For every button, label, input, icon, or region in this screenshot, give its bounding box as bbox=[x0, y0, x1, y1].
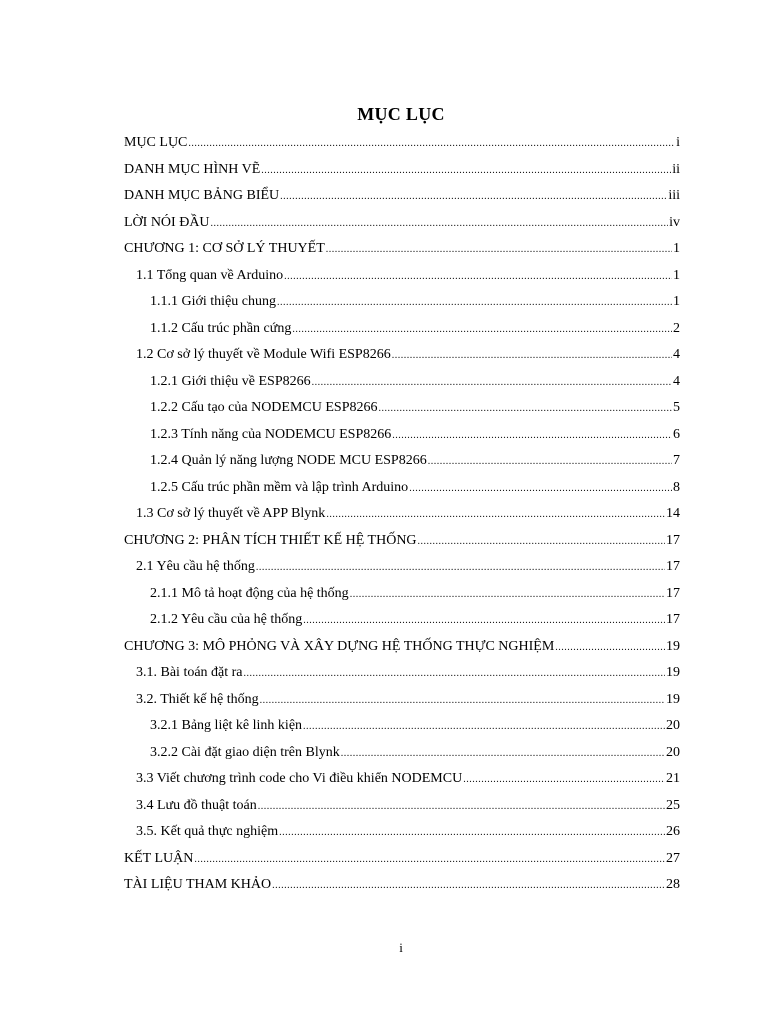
toc-entry[interactable] bbox=[124, 422, 680, 449]
toc-dot-leader bbox=[303, 714, 665, 741]
toc-entry[interactable] bbox=[124, 528, 680, 555]
toc-entry[interactable] bbox=[124, 846, 680, 873]
toc-entry-page: 17 bbox=[666, 559, 680, 574]
page-title: MỤC LỤC bbox=[357, 104, 445, 124]
toc-entry-title: 3.2.1 Bảng liệt kê linh kiện bbox=[150, 718, 303, 733]
toc-entry-page: ii bbox=[672, 161, 680, 177]
page-number: i bbox=[399, 940, 403, 955]
toc-dot-leader bbox=[428, 449, 672, 476]
toc-entry-title: 1.2.3 Tính năng của NODEMCU ESP8266 bbox=[150, 426, 392, 442]
toc-entry-title: LỜI NÓI ĐẦU bbox=[124, 214, 210, 230]
toc-entry-page: i bbox=[676, 135, 680, 150]
toc-entry[interactable] bbox=[124, 316, 680, 343]
toc-entry[interactable] bbox=[124, 289, 680, 316]
toc-entry[interactable] bbox=[124, 342, 680, 369]
toc-entry-title: 1.2.5 Cấu trúc phần mềm và lập trình Arduino bbox=[150, 479, 409, 495]
toc-entry-page: 19 bbox=[666, 691, 680, 707]
toc-entry-title: 3.2. Thiết kế hệ thống bbox=[136, 691, 259, 707]
toc-entry-title: CHƯƠNG 3: MÔ PHỎNG VÀ XÂY DỰNG HỆ THỐNG THỰC NGHIỆM bbox=[124, 638, 555, 654]
toc-entry-page: 20 bbox=[666, 718, 680, 733]
toc-entry-page: 26 bbox=[666, 824, 680, 839]
toc-entry[interactable] bbox=[124, 475, 680, 502]
toc-entry[interactable] bbox=[124, 660, 680, 687]
toc-entry-title: 1.2.4 Quản lý năng lượng NODE MCU ESP8266 bbox=[150, 453, 427, 468]
toc-entry[interactable] bbox=[124, 210, 680, 237]
toc-entry-page: 25 bbox=[666, 797, 680, 813]
toc-entry-page: 20 bbox=[666, 744, 680, 760]
toc-entry-title: 2.1.2 Yêu cầu của hệ thống bbox=[150, 612, 303, 627]
toc-entry-page: 19 bbox=[666, 638, 680, 654]
toc-dot-leader bbox=[341, 741, 665, 768]
toc-entry-title: 2.1 Yêu cầu hệ thống bbox=[136, 559, 255, 574]
toc-dot-leader bbox=[272, 873, 665, 900]
toc-entry-title: MỤC LỤC bbox=[124, 135, 188, 150]
toc-dot-leader bbox=[303, 608, 665, 635]
toc-entry-title: 1.2.2 Cấu tạo của NODEMCU ESP8266 bbox=[150, 400, 378, 415]
toc-entry[interactable] bbox=[124, 607, 680, 634]
toc-entry-page: 28 bbox=[666, 877, 680, 892]
toc-entry[interactable] bbox=[124, 687, 680, 714]
toc-dot-leader bbox=[277, 290, 672, 317]
toc-dot-leader bbox=[379, 396, 673, 423]
toc-dot-leader bbox=[292, 317, 672, 344]
toc-entry[interactable] bbox=[124, 634, 680, 661]
toc-entry-title: DANH MỤC BẢNG BIỂU bbox=[124, 188, 280, 203]
toc-entry-page: 8 bbox=[673, 479, 680, 495]
toc-dot-leader bbox=[258, 794, 665, 821]
toc-entry[interactable] bbox=[124, 766, 680, 793]
toc-entry[interactable] bbox=[124, 819, 680, 846]
toc-entry-title: TÀI LIỆU THAM KHẢO bbox=[124, 877, 272, 892]
toc-entry-title: DANH MỤC HÌNH VẼ bbox=[124, 161, 261, 177]
toc-entry[interactable] bbox=[124, 793, 680, 820]
toc-entry-title: 2.1.1 Mô tả hoạt động của hệ thống bbox=[150, 585, 349, 601]
toc-dot-leader bbox=[312, 370, 672, 397]
toc-entry-title: 3.2.2 Cài đặt giao diện trên Blynk bbox=[150, 744, 340, 760]
toc-entry-page: 2 bbox=[673, 320, 680, 336]
toc-entry[interactable] bbox=[124, 872, 680, 899]
toc-entry-title: 1.1 Tổng quan về Arduino bbox=[136, 267, 284, 283]
toc-entry-page: 1 bbox=[673, 267, 680, 283]
table-of-contents bbox=[124, 130, 680, 899]
toc-entry-title: 1.1.1 Giới thiệu chung bbox=[150, 294, 276, 309]
toc-dot-leader bbox=[194, 847, 665, 874]
toc-entry-page: 7 bbox=[673, 453, 680, 468]
toc-dot-leader bbox=[279, 820, 665, 847]
toc-dot-leader bbox=[260, 688, 665, 715]
toc-dot-leader bbox=[284, 264, 672, 291]
toc-entry[interactable] bbox=[124, 713, 680, 740]
toc-entry-title: 3.4 Lưu đồ thuật toán bbox=[136, 797, 257, 813]
toc-entry[interactable] bbox=[124, 448, 680, 475]
toc-entry[interactable] bbox=[124, 395, 680, 422]
toc-dot-leader bbox=[392, 343, 672, 370]
toc-entry-page: 19 bbox=[666, 665, 680, 680]
toc-dot-leader bbox=[244, 661, 665, 688]
toc-dot-leader bbox=[326, 502, 665, 529]
toc-dot-leader bbox=[409, 476, 672, 503]
toc-dot-leader bbox=[463, 767, 665, 794]
toc-entry-page: 6 bbox=[673, 426, 680, 442]
toc-dot-leader bbox=[211, 211, 669, 238]
toc-dot-leader bbox=[326, 237, 672, 264]
toc-dot-leader bbox=[350, 582, 665, 609]
toc-entry-page: 5 bbox=[673, 400, 680, 415]
toc-entry-page: iv bbox=[669, 214, 680, 230]
toc-entry-page: 4 bbox=[673, 373, 680, 389]
toc-entry-title: 1.3 Cơ sở lý thuyết về APP Blynk bbox=[136, 506, 326, 521]
toc-entry-title: CHƯƠNG 1: CƠ SỞ LÝ THUYẾT bbox=[124, 241, 325, 256]
toc-entry-title: CHƯƠNG 2: PHÂN TÍCH THIẾT KẾ HỆ THỐNG bbox=[124, 532, 417, 548]
toc-entry-page: 27 bbox=[666, 850, 680, 866]
toc-entry[interactable] bbox=[124, 501, 680, 528]
toc-entry[interactable] bbox=[124, 369, 680, 396]
toc-entry-title: 1.1.2 Cấu trúc phần cứng bbox=[150, 320, 292, 336]
toc-dot-leader bbox=[418, 529, 665, 556]
toc-entry[interactable] bbox=[124, 263, 680, 290]
toc-dot-leader bbox=[188, 131, 675, 158]
toc-entry[interactable] bbox=[124, 581, 680, 608]
toc-entry-title: 1.2.1 Giới thiệu về ESP8266 bbox=[150, 373, 311, 389]
toc-entry-title: 3.1. Bài toán đặt ra bbox=[136, 665, 243, 680]
toc-entry-page: 14 bbox=[666, 506, 680, 521]
toc-entry[interactable] bbox=[124, 183, 680, 210]
toc-entry-title: 3.5. Kết quả thực nghiệm bbox=[136, 824, 279, 839]
toc-dot-leader bbox=[280, 184, 667, 211]
toc-entry-page: iii bbox=[668, 188, 680, 203]
toc-entry[interactable] bbox=[124, 554, 680, 581]
toc-dot-leader bbox=[256, 555, 665, 582]
toc-entry[interactable] bbox=[124, 130, 680, 157]
toc-entry-title: KẾT LUẬN bbox=[124, 850, 194, 866]
toc-entry[interactable] bbox=[124, 157, 680, 184]
toc-dot-leader bbox=[392, 423, 672, 450]
toc-entry-page: 17 bbox=[666, 612, 680, 627]
toc-entry-title: 1.2 Cơ sở lý thuyết về Module Wifi ESP8266 bbox=[136, 347, 391, 362]
toc-entry[interactable] bbox=[124, 236, 680, 263]
toc-entry-page: 17 bbox=[666, 532, 680, 548]
toc-entry-title: 3.3 Viết chương trình code cho Vi điều khiển NODEMCU bbox=[136, 771, 463, 786]
toc-entry-page: 1 bbox=[673, 241, 680, 256]
toc-entry[interactable] bbox=[124, 740, 680, 767]
toc-entry-page: 4 bbox=[673, 347, 680, 362]
toc-dot-leader bbox=[261, 158, 671, 185]
toc-dot-leader bbox=[555, 635, 665, 662]
toc-entry-page: 21 bbox=[666, 771, 680, 786]
toc-entry-page: 17 bbox=[666, 585, 680, 601]
toc-entry-page: 1 bbox=[673, 294, 680, 309]
